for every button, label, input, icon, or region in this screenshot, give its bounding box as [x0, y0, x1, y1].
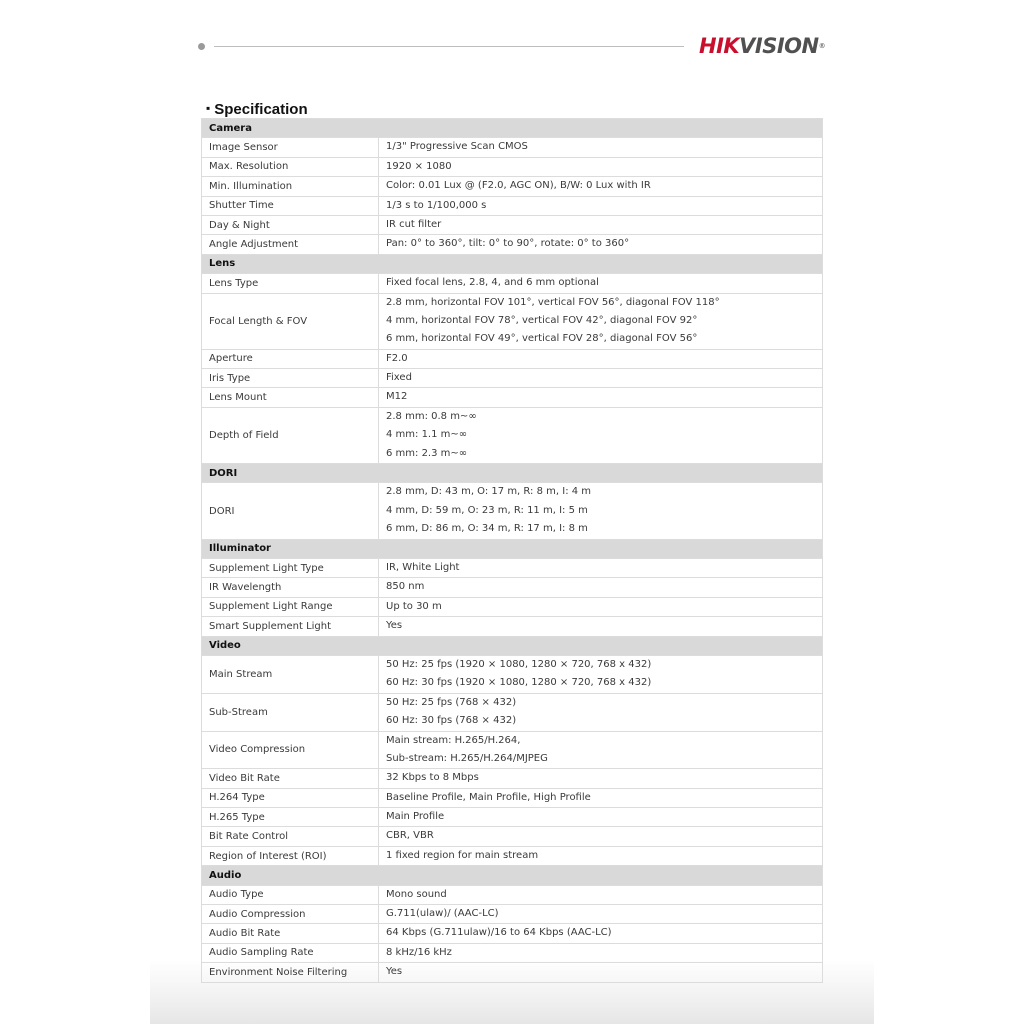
spec-row: [202, 177, 823, 196]
spec-value: [379, 196, 823, 215]
spec-row: [202, 731, 823, 769]
spec-value-line: 50 Hz: 25 fps (768 × 432): [386, 696, 517, 708]
spec-value-line: 50 Hz: 25 fps (1920 × 1080, 1280 × 720, 768 x 432): [386, 658, 652, 670]
spec-label: Focal Length & FOV: [202, 293, 379, 349]
spec-value-line: 64 Kbps (G.711ulaw)/16 to 64 Kbps (AAC-LC): [386, 927, 612, 939]
spec-value: [379, 369, 823, 388]
spec-row: [202, 617, 823, 636]
spec-label: Audio Sampling Rate: [202, 943, 379, 962]
spec-value: [379, 274, 823, 293]
spec-section-title: Audio: [202, 866, 823, 885]
spec-value-line: 6 mm, D: 86 m, O: 34 m, R: 17 m, I: 8 m: [386, 523, 588, 535]
spec-label: Region of Interest (ROI): [202, 846, 379, 865]
section-title-text: Specification: [214, 101, 308, 118]
spec-label: Shutter Time: [202, 196, 379, 215]
spec-value-line: Color: 0.01 Lux @ (F2.0, AGC ON), B/W: 0 Lux with IR: [386, 180, 651, 192]
spec-value-line: Fixed focal lens, 2.8, 4, and 6 mm optional: [386, 277, 599, 289]
spec-row: [202, 388, 823, 407]
spec-value-line: G.711(ulaw)/ (AAC-LC): [386, 908, 499, 920]
spec-label: Audio Compression: [202, 905, 379, 924]
spec-row: [202, 905, 823, 924]
spec-section-title: Illuminator: [202, 539, 823, 558]
spec-value-line: Baseline Profile, Main Profile, High Profile: [386, 791, 591, 803]
title-bullet: ▪: [206, 101, 211, 115]
spec-section-header: [202, 254, 823, 273]
spec-value: [379, 769, 823, 788]
spec-value-line: 1/3" Progressive Scan CMOS: [386, 141, 528, 153]
spec-value: [379, 215, 823, 234]
spec-section-header: [202, 119, 823, 138]
spec-label: Min. Illumination: [202, 177, 379, 196]
spec-value: [379, 885, 823, 904]
spec-label: DORI: [202, 483, 379, 539]
specification-table: [201, 118, 823, 983]
spec-value-line: Main Profile: [386, 811, 445, 823]
spec-value-line: Fixed: [386, 372, 412, 384]
spec-label: Day & Night: [202, 215, 379, 234]
header-bullet-dot: [198, 43, 205, 50]
spec-row: [202, 578, 823, 597]
spec-label: Smart Supplement Light: [202, 617, 379, 636]
spec-value-line: 4 mm, horizontal FOV 78°, vertical FOV 42°, diagonal FOV 92°: [386, 314, 698, 326]
spec-value-line: F2.0: [386, 352, 408, 364]
spec-label: Video Compression: [202, 731, 379, 769]
spec-value: [379, 905, 823, 924]
spec-label: Environment Noise Filtering: [202, 963, 379, 982]
spec-value-line: 1920 × 1080: [386, 160, 452, 172]
spec-label: Audio Type: [202, 885, 379, 904]
spec-row: [202, 846, 823, 865]
spec-section-title: Camera: [202, 119, 823, 138]
spec-value-line: 6 mm: 2.3 m~∞: [386, 447, 468, 459]
spec-section-header: [202, 636, 823, 655]
spec-row: [202, 769, 823, 788]
spec-value-line: 60 Hz: 30 fps (768 × 432): [386, 715, 517, 727]
spec-value: [379, 731, 823, 769]
hikvision-logo: HIKVISION®: [699, 34, 826, 58]
spec-section-title: DORI: [202, 464, 823, 483]
spec-value: [379, 693, 823, 731]
spec-label: Max. Resolution: [202, 157, 379, 176]
spec-row: [202, 196, 823, 215]
spec-value-line: 1/3 s to 1/100,000 s: [386, 199, 487, 211]
spec-value: [379, 943, 823, 962]
spec-value: [379, 963, 823, 982]
spec-value-line: Up to 30 m: [386, 600, 442, 612]
spec-value: [379, 235, 823, 254]
spec-value: [379, 138, 823, 157]
spec-row: [202, 215, 823, 234]
spec-value: [379, 924, 823, 943]
header-rule: [214, 46, 684, 47]
spec-value-line: 850 nm: [386, 581, 425, 593]
spec-value-line: 2.8 mm: 0.8 m~∞: [386, 410, 477, 422]
spec-value-line: 4 mm, D: 59 m, O: 23 m, R: 11 m, I: 5 m: [386, 504, 588, 516]
spec-value: [379, 578, 823, 597]
spec-section-header: [202, 866, 823, 885]
spec-value-line: 32 Kbps to 8 Mbps: [386, 772, 479, 784]
spec-row: [202, 407, 823, 463]
spec-value-line: Yes: [386, 620, 403, 632]
spec-value: [379, 558, 823, 577]
spec-value-line: 8 kHz/16 kHz: [386, 946, 452, 958]
section-title: [206, 98, 308, 120]
spec-label: Image Sensor: [202, 138, 379, 157]
spec-label: Sub-Stream: [202, 693, 379, 731]
spec-section-header: [202, 539, 823, 558]
spec-value-line: M12: [386, 391, 408, 403]
spec-label: Bit Rate Control: [202, 827, 379, 846]
spec-row: [202, 788, 823, 807]
spec-row: [202, 963, 823, 982]
spec-value: [379, 597, 823, 616]
spec-value: [379, 349, 823, 368]
spec-row: [202, 138, 823, 157]
spec-value: [379, 293, 823, 349]
spec-label: Aperture: [202, 349, 379, 368]
spec-value: [379, 788, 823, 807]
spec-label: H.264 Type: [202, 788, 379, 807]
spec-section-title: Video: [202, 636, 823, 655]
spec-label: Depth of Field: [202, 407, 379, 463]
spec-row: [202, 943, 823, 962]
spec-value-line: 6 mm, horizontal FOV 49°, vertical FOV 28°, diagonal FOV 56°: [386, 333, 698, 345]
spec-value-line: 1 fixed region for main stream: [386, 849, 539, 861]
spec-section-title: Lens: [202, 254, 823, 273]
spec-label: Video Bit Rate: [202, 769, 379, 788]
spec-row: [202, 369, 823, 388]
spec-label: Main Stream: [202, 655, 379, 693]
spec-value: [379, 827, 823, 846]
spec-value-line: 2.8 mm, D: 43 m, O: 17 m, R: 8 m, I: 4 m: [386, 486, 592, 498]
spec-row: [202, 827, 823, 846]
spec-value-line: 2.8 mm, horizontal FOV 101°, vertical FOV 56°, diagonal FOV 118°: [386, 296, 720, 308]
spec-value-line: CBR, VBR: [386, 830, 434, 842]
spec-value: [379, 483, 823, 539]
spec-label: Audio Bit Rate: [202, 924, 379, 943]
spec-value: [379, 808, 823, 827]
spec-row: [202, 924, 823, 943]
spec-value-line: Mono sound: [386, 888, 447, 900]
spec-label: Lens Type: [202, 274, 379, 293]
spec-row: [202, 693, 823, 731]
spec-row: [202, 349, 823, 368]
spec-label: Lens Mount: [202, 388, 379, 407]
spec-row: [202, 558, 823, 577]
spec-value-line: IR cut filter: [386, 218, 442, 230]
spec-row: [202, 483, 823, 539]
spec-value-line: Sub-stream: H.265/H.264/MJPEG: [386, 752, 548, 764]
spec-value-line: 4 mm: 1.1 m~∞: [386, 429, 468, 441]
spec-value-line: IR, White Light: [386, 561, 460, 573]
spec-row: [202, 808, 823, 827]
spec-value-line: 60 Hz: 30 fps (1920 × 1080, 1280 × 720, 768 x 432): [386, 677, 652, 689]
spec-row: [202, 597, 823, 616]
spec-label: IR Wavelength: [202, 578, 379, 597]
spec-value: [379, 655, 823, 693]
spec-label: Supplement Light Type: [202, 558, 379, 577]
spec-row: [202, 274, 823, 293]
spec-value: [379, 846, 823, 865]
spec-section-header: [202, 464, 823, 483]
spec-row: [202, 655, 823, 693]
spec-row: [202, 293, 823, 349]
spec-value-line: Yes: [386, 966, 403, 978]
spec-row: [202, 235, 823, 254]
spec-value: [379, 157, 823, 176]
spec-label: Angle Adjustment: [202, 235, 379, 254]
spec-row: [202, 885, 823, 904]
spec-value: [379, 407, 823, 463]
spec-value: [379, 388, 823, 407]
spec-value-line: Pan: 0° to 360°, tilt: 0° to 90°, rotate: 0° to 360°: [386, 238, 630, 250]
spec-label: H.265 Type: [202, 808, 379, 827]
spec-value: [379, 617, 823, 636]
spec-label: Iris Type: [202, 369, 379, 388]
spec-row: [202, 157, 823, 176]
spec-value: [379, 177, 823, 196]
spec-label: Supplement Light Range: [202, 597, 379, 616]
spec-value-line: Main stream: H.265/H.264,: [386, 734, 521, 746]
